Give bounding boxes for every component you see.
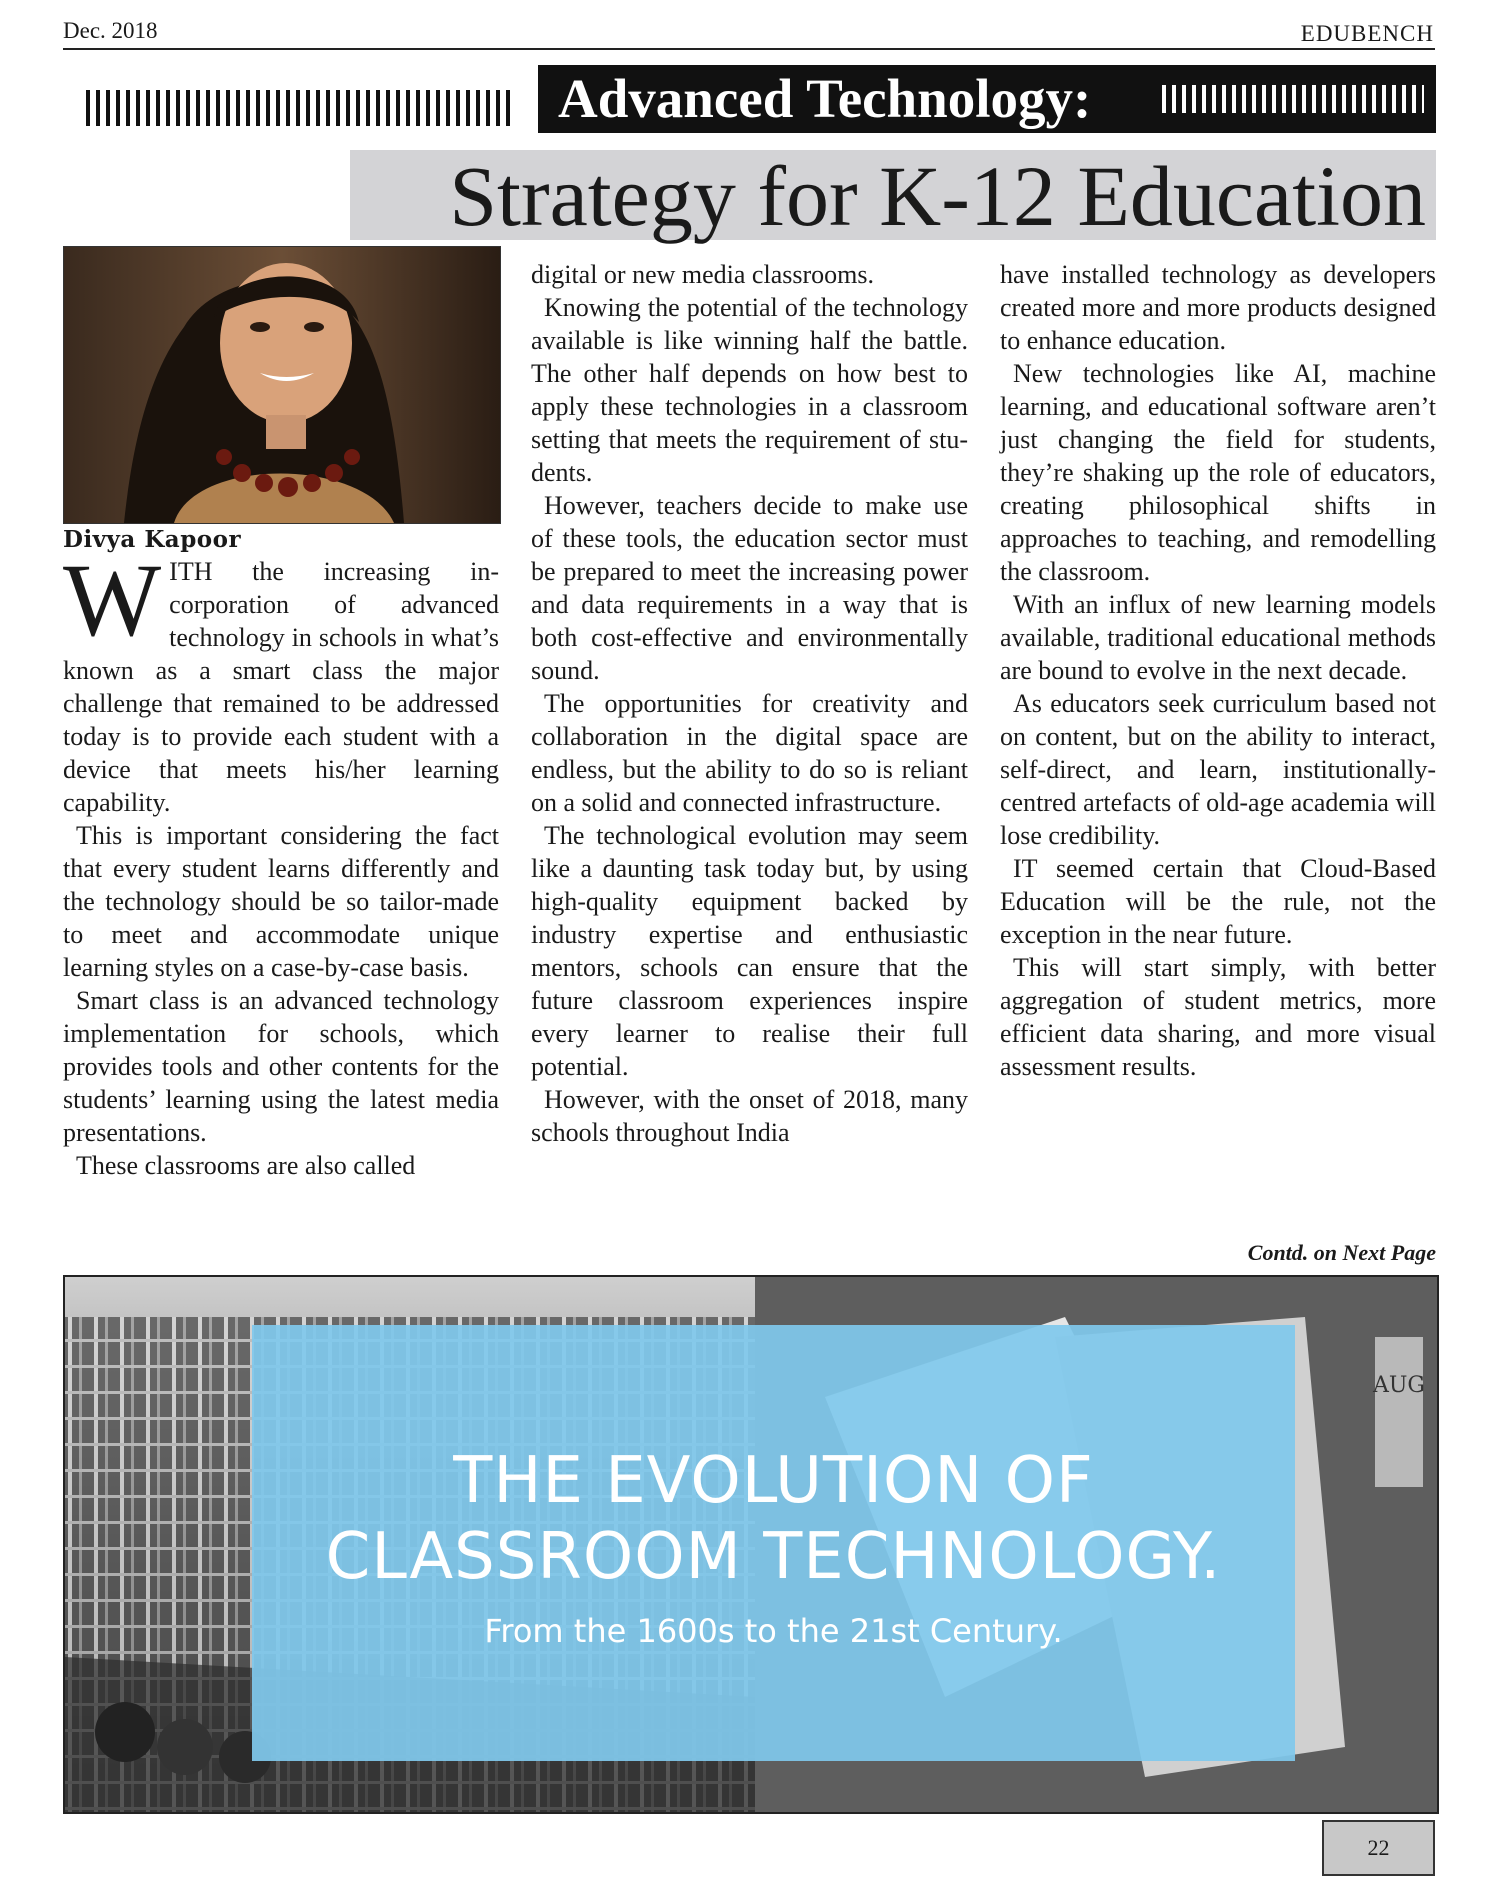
continued-note: Contd. on Next Page xyxy=(1247,1240,1436,1265)
drop-cap: W xyxy=(63,543,162,658)
paragraph: However, teachers decide to make use of these tools, the education sector must be prepared to meet the increasing power and data requirements in a way that is both cost-effective and environmentally sound. xyxy=(531,491,968,685)
title-overlay xyxy=(252,1325,1295,1761)
paragraph: The opportunities for creativity and collaboration in the digital space are endless, but the ability to do so is reliant on a solid and connected infrastructure. xyxy=(531,689,968,817)
page-number: 22 xyxy=(1367,1835,1390,1860)
article-column-2 xyxy=(531,258,968,1149)
article-headline: Strategy for K-12 Education xyxy=(449,148,1426,244)
article-column-1 xyxy=(63,543,499,1182)
paragraph: Smart class is an advanced technology implementation for schools, which provides tools and other contents for the students’ learning using the latest media presentations. xyxy=(63,986,499,1147)
decorative-bars-right xyxy=(1162,85,1424,113)
paragraph: The technological evolution may seem like a daunting task today but, by using high-quality equipment backed by industry expertise and enthusiastic mentors, schools can ensure that the future classroom experiences inspire every learner to realise their full potential. xyxy=(531,821,968,1081)
paragraph: Knowing the potential of the technology available is like winning half the battle. The other half depends on how best to apply these technologies in a classroom setting that meets the requirement of students. xyxy=(531,293,968,487)
paragraph: As educators seek curriculum based not on content, but on the ability to interact, self-direct, and learn, institutionally-centred artefacts of old-age academia will lose credibility. xyxy=(1000,689,1436,850)
issue-date: Dec. 2018 xyxy=(63,18,158,43)
header-rule xyxy=(63,48,1435,50)
banner-subtitle: From the 1600s to the 21st Century. xyxy=(484,1612,1063,1650)
paragraph: New technologies like AI, machine learning, and educational software aren’t just changing the field for students, they’re shaking up the role of educators, creating philosophical shifts in approaches to teaching, and remodelling the classroom. xyxy=(1000,359,1436,586)
publication-name: EDUBENCH xyxy=(1300,21,1434,46)
author-name: Divya Kapoor xyxy=(63,526,242,553)
kicker-banner xyxy=(538,65,1436,133)
paragraph: With an influx of new learning models available, traditional educational methods are bound to evolve in the next decade. xyxy=(1000,590,1436,685)
headline-banner xyxy=(350,148,1436,244)
paragraph-text: ITH the increasing incorporation of advanced technology in schools in what’s known as a smart class the major challenge that remained to be addressed today is to provide each student with a device that meets his/her learning capability. xyxy=(63,557,499,817)
banner-title-line-2: CLASSROOM TECHNOLOGY. xyxy=(325,1520,1222,1594)
footer-rule xyxy=(63,1812,1435,1814)
page-number-box xyxy=(1322,1820,1435,1876)
paragraph: digital or new media classrooms. xyxy=(531,260,874,289)
banner-title-line-1: THE EVOLUTION OF xyxy=(453,1444,1094,1518)
paragraph: However, with the onset of 2018, many schools throughout India xyxy=(531,1085,968,1147)
decorative-bars-left xyxy=(86,90,516,126)
paragraph: IT seemed certain that Cloud-Based Education will be the rule, not the exception in the near future. xyxy=(1000,854,1436,949)
calendar-label: AUG xyxy=(1372,1373,1426,1398)
paragraph: These classrooms are also called xyxy=(76,1151,416,1180)
article-column-3 xyxy=(1000,258,1436,1083)
author-photo xyxy=(63,246,501,524)
paragraph: This is important considering the fact that every student learns differently and the technology should be so tailor-made to meet and accommodate unique learning styles on a case-by-case basis. xyxy=(63,821,499,982)
paragraph: have installed technology as developers created more and more products designed to enhance education. xyxy=(1000,260,1436,355)
paragraph: This will start simply, with better aggregation of student metrics, more efficient data sharing, and more visual assessment results. xyxy=(1000,953,1436,1081)
kicker-text: Advanced Technology: xyxy=(558,68,1092,129)
feature-banner-image xyxy=(63,1275,1439,1814)
paragraph xyxy=(63,543,499,819)
